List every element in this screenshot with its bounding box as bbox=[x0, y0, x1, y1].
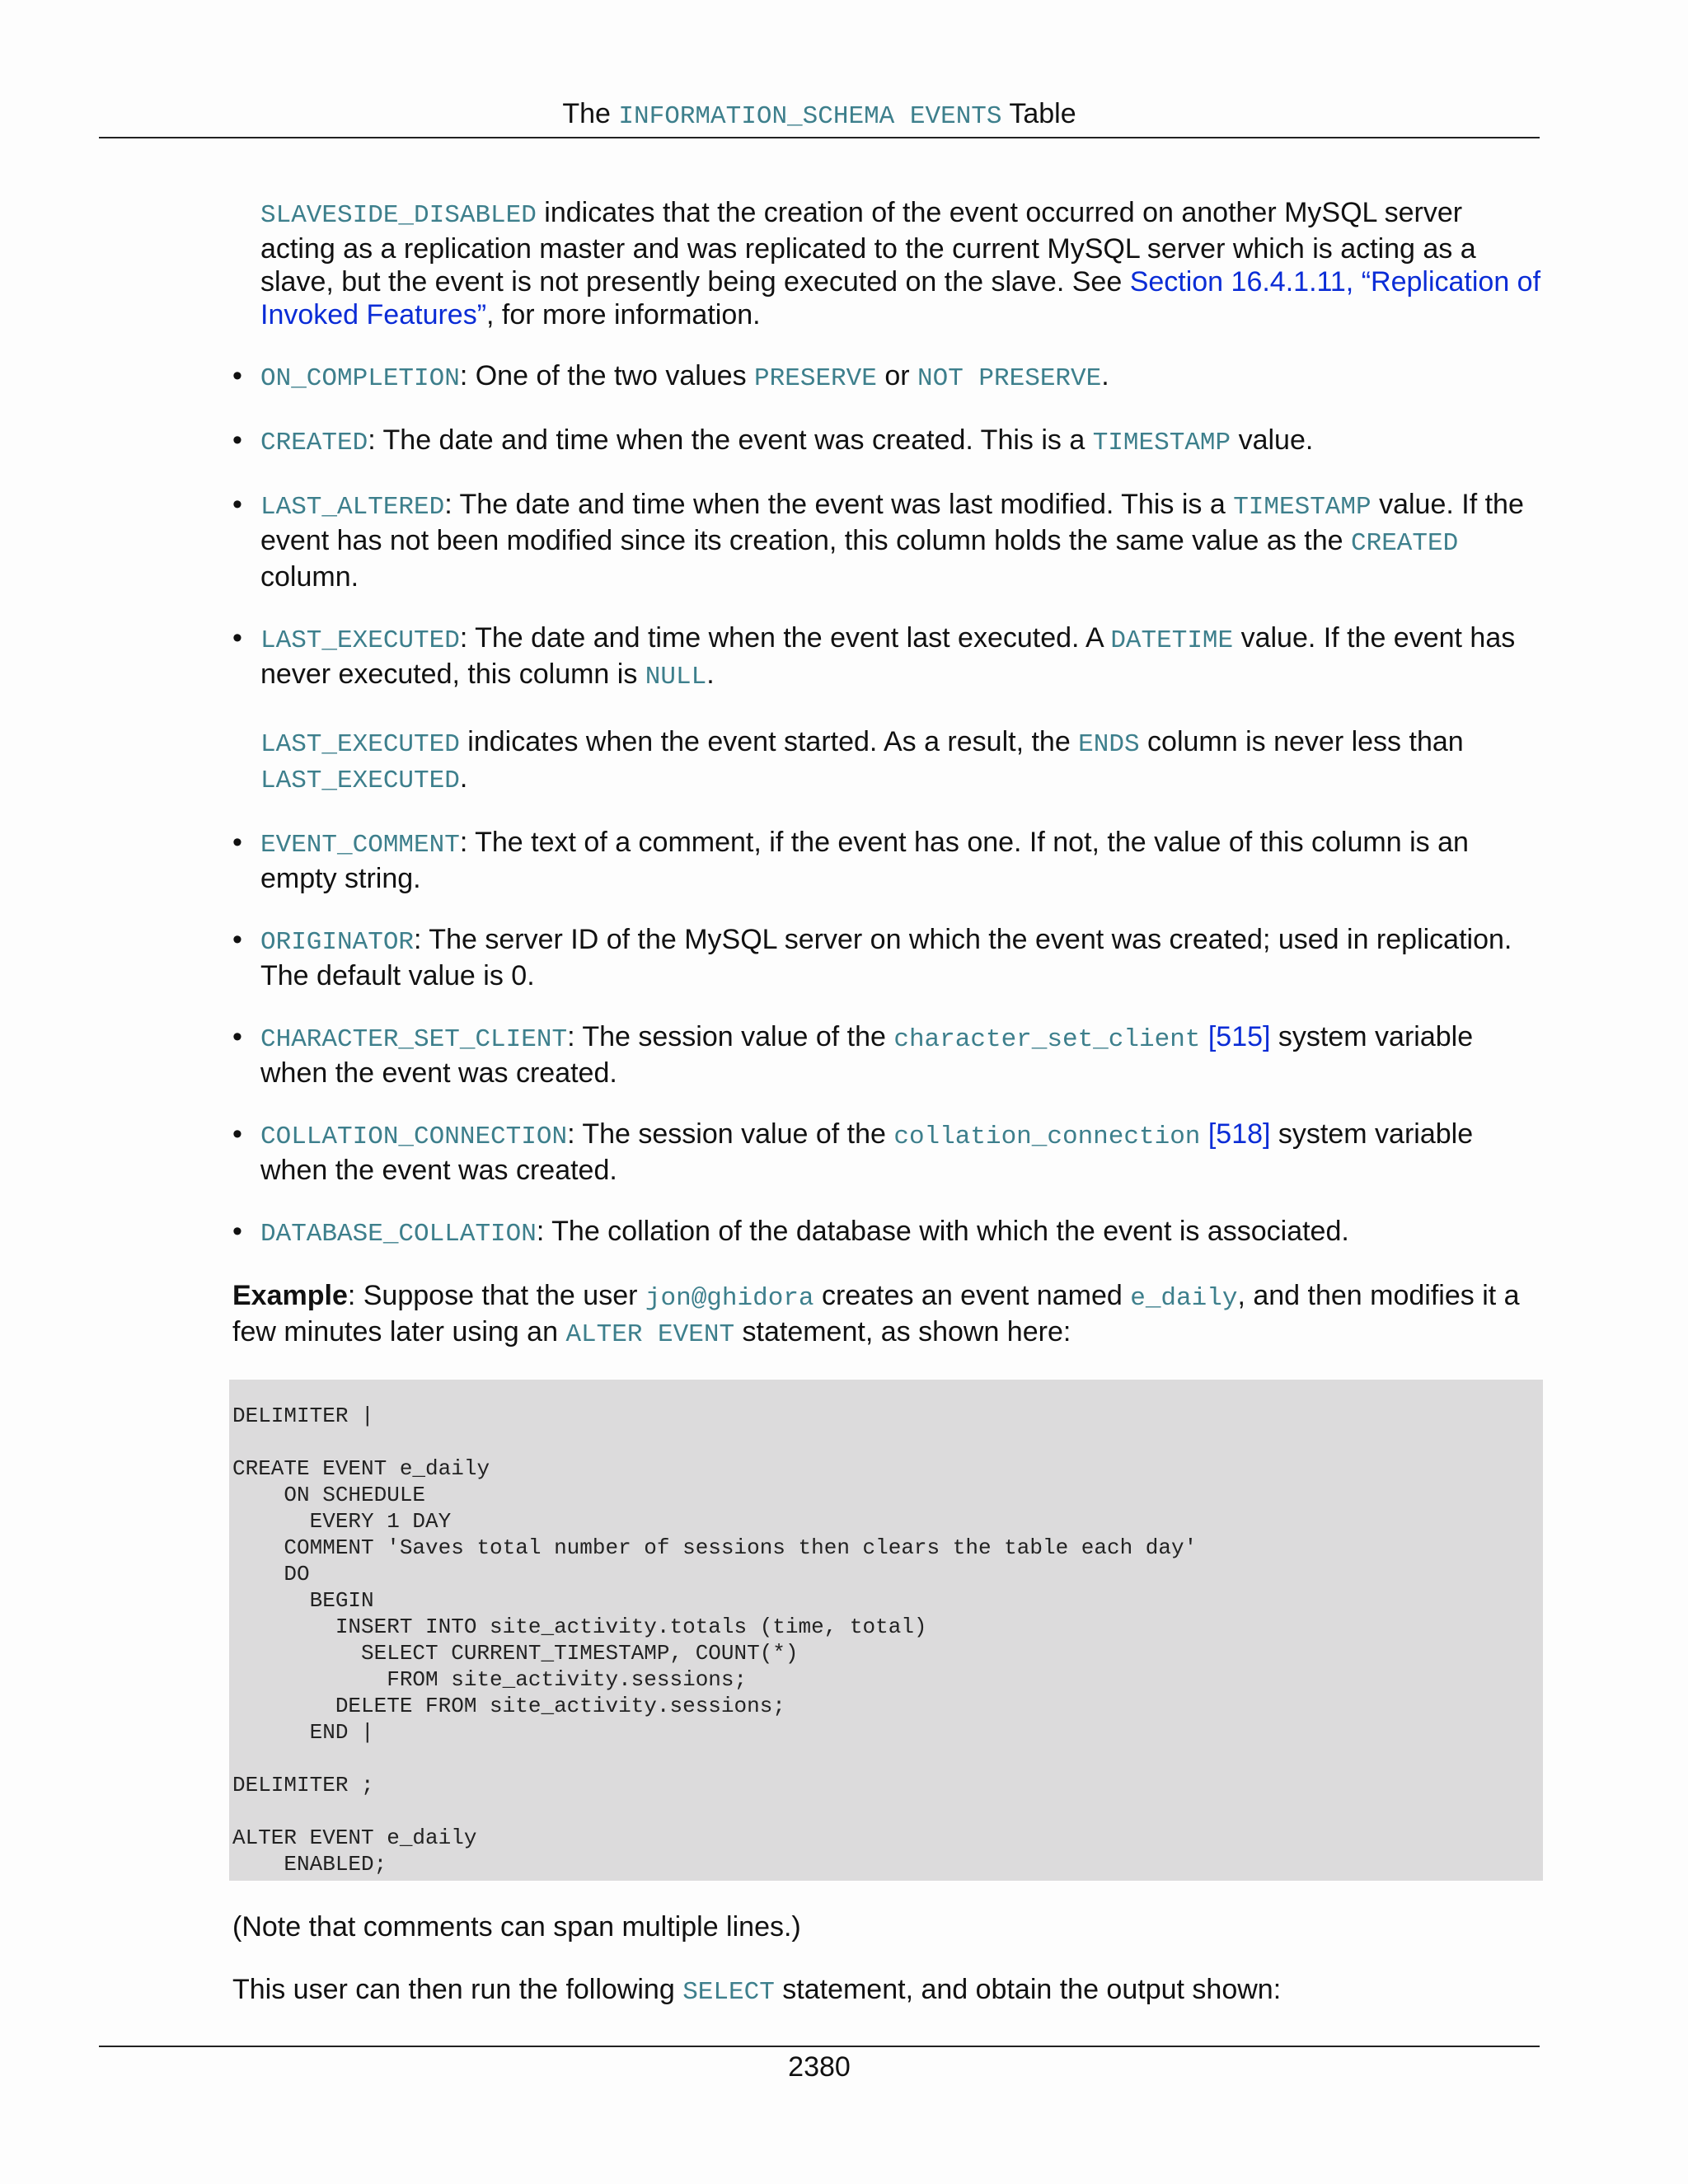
list-item-collation-connection bbox=[232, 1118, 1543, 1187]
bullet-icon: • bbox=[232, 1118, 242, 1150]
ref-link-518[interactable]: [518] bbox=[1207, 1118, 1271, 1150]
list-item-last-altered bbox=[232, 488, 1543, 593]
timestamp-code: TIMESTAMP bbox=[1233, 493, 1372, 522]
last-executed-text-2: value. If the event has never executed, this column is bbox=[260, 622, 1516, 690]
collation-connection-code: COLLATION_CONNECTION bbox=[260, 1122, 568, 1151]
on-completion-or: or bbox=[876, 360, 917, 391]
last-executed-text: : The date and time when the event last executed. A bbox=[459, 622, 1111, 654]
bullet-icon: • bbox=[232, 360, 242, 391]
example-text-3: , and then modifies it a few minutes later using an bbox=[232, 1280, 1520, 1347]
code-block-text: DELIMITER | CREATE EVENT e_daily ON SCHEDULE EVERY 1 DAY COMMENT 'Saves total number of sessions then clears the table each day' DO BEGIN INSERT INTO site_activity.totals (time, total) SELECT CURRENT_TIMESTAMP, COUNT(*) FROM site_activity.sessions; DELETE FROM site_activity.sessions; END | DELIMITER ; ALTER EVENT e_daily ENABLED; bbox=[232, 1404, 1198, 1877]
collation-connection-end: system variable when the event was created. bbox=[260, 1118, 1474, 1186]
example-paragraph bbox=[232, 1279, 1543, 1352]
originator-code: ORIGINATOR bbox=[260, 928, 415, 957]
character-set-client-var: character_set_client bbox=[893, 1025, 1201, 1054]
bullet-icon: • bbox=[232, 1021, 242, 1052]
last-altered-text-2: value. If the event has not been modified since its creation, this column holds the same value as the bbox=[260, 489, 1524, 556]
preserve-code: PRESERVE bbox=[754, 364, 877, 393]
created-text: : The date and time when the event was created. This is a bbox=[368, 424, 1093, 456]
list-item-originator bbox=[232, 923, 1543, 992]
header-title-prefix: The bbox=[562, 98, 611, 129]
bullet-icon: • bbox=[232, 924, 242, 955]
intro-after: , for more information. bbox=[486, 299, 761, 330]
bullet-icon: • bbox=[232, 489, 242, 520]
note-text-2: column is never less than bbox=[1139, 726, 1464, 757]
last-altered-text: : The date and time when the event was last modified. This is a bbox=[444, 489, 1234, 520]
datetime-code: DATETIME bbox=[1110, 626, 1234, 655]
example-text-1: : Suppose that the user bbox=[347, 1280, 645, 1311]
header-rule bbox=[99, 137, 1540, 138]
last-altered-end: column. bbox=[260, 561, 359, 593]
last-executed-code: LAST_EXECUTED bbox=[260, 730, 460, 759]
created-code: CREATED bbox=[1350, 529, 1459, 558]
created-code: CREATED bbox=[260, 429, 368, 457]
created-end: value. bbox=[1231, 424, 1314, 456]
collation-connection-text: : The session value of the bbox=[567, 1118, 894, 1150]
timestamp-code: TIMESTAMP bbox=[1092, 429, 1231, 457]
intro-text: indicates that the creation of the event occurred on another MySQL server acting as a replication master and was replicated to the current MySQL server which is acting as a slave, but the event is not presently being executed on the slave. See bbox=[260, 197, 1476, 298]
event-comment-code: EVENT_COMMENT bbox=[260, 831, 460, 860]
character-set-client-end: system variable when the event was created. bbox=[260, 1021, 1474, 1089]
ref-link-515[interactable]: [515] bbox=[1207, 1021, 1271, 1052]
page-header-title bbox=[0, 97, 1639, 134]
last-executed-code: LAST_EXECUTED bbox=[260, 766, 460, 795]
intro-paragraph bbox=[260, 196, 1543, 331]
list-item-event-comment bbox=[232, 826, 1543, 895]
example-event-code: e_daily bbox=[1130, 1284, 1238, 1313]
list-item-character-set-client bbox=[232, 1020, 1543, 1090]
page-number: 2380 bbox=[788, 2051, 851, 2083]
null-code: NULL bbox=[645, 663, 707, 691]
bullet-icon: • bbox=[232, 622, 242, 654]
last-executed-end: . bbox=[706, 658, 715, 690]
event-comment-text: : The text of a comment, if the event has one. If not, the value of this column is an empty string. bbox=[260, 827, 1469, 894]
list-item-on-completion bbox=[232, 359, 1543, 396]
database-collation-text: : The collation of the database with which the event is associated. bbox=[536, 1216, 1349, 1247]
on-completion-code: ON_COMPLETION bbox=[260, 364, 460, 393]
header-title-suffix: Table bbox=[1009, 98, 1076, 129]
footer-rule bbox=[99, 2046, 1540, 2047]
on-completion-end: . bbox=[1101, 360, 1109, 391]
example-text-2: creates an event named bbox=[814, 1280, 1131, 1311]
select-text-1: This user can then run the following bbox=[232, 1974, 683, 2005]
note-paragraph: (Note that comments can span multiple lines.) bbox=[232, 1911, 801, 1943]
originator-text: : The server ID of the MySQL server on which the event was created; used in replication. The default value is 0. bbox=[260, 924, 1512, 991]
last-altered-code: LAST_ALTERED bbox=[260, 493, 445, 522]
section-link[interactable]: Section 16.4.1.11, “Replication of Invoked Features” bbox=[260, 266, 1541, 330]
example-label: Example bbox=[232, 1280, 348, 1311]
bullet-icon: • bbox=[232, 424, 242, 456]
list-item-database-collation bbox=[232, 1215, 1543, 1251]
list-item-created bbox=[232, 424, 1543, 460]
bullet-icon: • bbox=[232, 1216, 242, 1247]
example-text-4: statement, as shown here: bbox=[734, 1316, 1071, 1347]
bullet-icon: • bbox=[232, 827, 242, 858]
code-block bbox=[229, 1380, 1543, 1881]
last-executed-code: LAST_EXECUTED bbox=[260, 626, 460, 655]
collation-connection-var: collation_connection bbox=[893, 1122, 1201, 1151]
list-item-last-executed bbox=[232, 621, 1543, 694]
database-collation-code: DATABASE_COLLATION bbox=[260, 1220, 537, 1249]
last-executed-note bbox=[260, 725, 1543, 798]
note-text: indicates when the event started. As a result, the bbox=[459, 726, 1079, 757]
character-set-client-code: CHARACTER_SET_CLIENT bbox=[260, 1025, 568, 1054]
select-code: SELECT bbox=[682, 1978, 775, 2007]
note-end: . bbox=[459, 762, 468, 794]
header-title-code: INFORMATION_SCHEMA EVENTS bbox=[618, 102, 1002, 131]
on-completion-text: : One of the two values bbox=[459, 360, 755, 391]
ends-code: ENDS bbox=[1078, 730, 1140, 759]
alter-event-code: ALTER EVENT bbox=[565, 1320, 735, 1349]
not-preserve-code: NOT PRESERVE bbox=[917, 364, 1102, 393]
example-user-code: jon@ghidora bbox=[645, 1284, 814, 1313]
select-text-2: statement, and obtain the output shown: bbox=[774, 1974, 1282, 2005]
intro-code: SLAVESIDE_DISABLED bbox=[260, 201, 537, 230]
select-paragraph bbox=[232, 1973, 1543, 2009]
page-content bbox=[232, 196, 1543, 2009]
character-set-client-text: : The session value of the bbox=[567, 1021, 894, 1052]
